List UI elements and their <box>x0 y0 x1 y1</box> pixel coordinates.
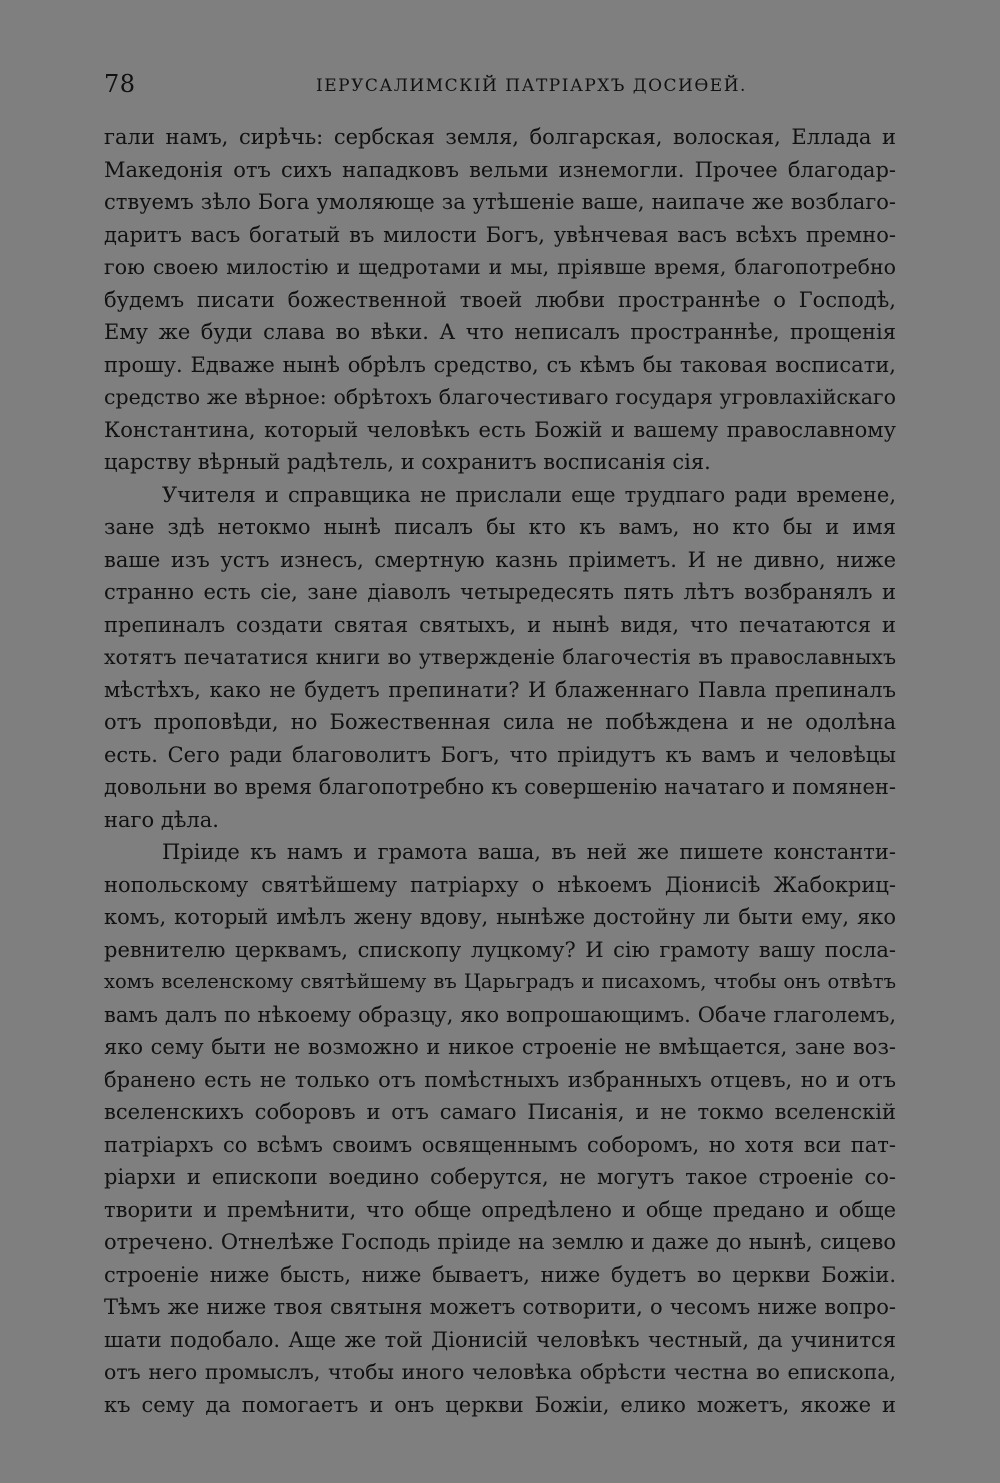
text-line: шати подобало. Аще же той Діонисій человѣкъ честный, да учинится <box>104 1327 896 1352</box>
text-line: ревнителю церквамъ, спископу луцкому? И сію грамоту вашу посла- <box>104 937 896 962</box>
text-line: хомъ вселенскому святѣйшему въ Царьградъ и писахомъ, чтобы онъ отвѣтъ <box>104 970 896 993</box>
text-line: Учителя и справщика не прислали еще трудпаго ради времене, <box>162 482 896 507</box>
text-line: гали намъ, сирѣчь: сербская земля, болгарская, волоская, Еллада и <box>104 125 896 149</box>
text-line: вамъ далъ по нѣкоему образцу, яко вопрошающимъ. Обаче глаголемъ, <box>104 1002 896 1027</box>
text-line: ствуемъ зѣло Бога умоляюще за утѣшеніе ваше, наипаче же возблаго- <box>104 190 896 214</box>
text-line: вселенскихъ соборовъ и отъ самаго Писанія, и не токмо вселенскій <box>104 1100 896 1124</box>
text-line: отречено. Отнелѣже Господь пріиде на землю и даже до нынѣ, сицево <box>104 1230 896 1254</box>
text-line: странно есть сіе, зане діаволъ четыредесять пять лѣтъ возбранялъ и <box>104 580 896 604</box>
text-line: творити и премѣнити, что обще опредѣлено и обще предано и обще <box>104 1197 896 1222</box>
text-line: Тѣмъ же ниже твоя святыня можетъ сотворити, о чесомъ ниже вопро- <box>104 1295 896 1319</box>
text-line: наго дѣла. <box>104 807 219 832</box>
text-line: есть. Сего ради благоволитъ Богъ, что пріидутъ къ вамъ и человѣцы <box>104 742 896 767</box>
text-line: ваше изъ устъ изнесъ, смертную казнь пріиметъ. И не дивно, ниже <box>104 547 896 572</box>
body-text <box>104 121 896 1421</box>
text-line: отъ проповѣди, но Божественная сила не побѣждена и не одолѣна <box>104 710 896 734</box>
text-line: строеніе ниже бысть, ниже бываетъ, ниже будетъ во церкви Божіи. <box>104 1262 896 1287</box>
text-line: средство же вѣрное: обрѣтохъ благочестиваго государя угровлахійскаго <box>104 385 896 409</box>
text-line: бранено есть не только отъ помѣстныхъ избранныхъ отцевъ, но и отъ <box>104 1067 896 1092</box>
text-line: яко сему быти не возможно и никое строеніе не вмѣщается, зане воз- <box>104 1035 896 1059</box>
text-line: будемъ писати божественной твоей любви пространнѣе о Господѣ, <box>104 287 896 312</box>
text-line: нопольскому святѣйшему патріарху о нѣкоемъ Діонисіѣ Жабокриц- <box>104 872 896 897</box>
text-line: Македонія отъ сихъ нападковъ вельми изнемогли. Прочее благодар- <box>104 157 896 182</box>
text-line: Ему же буди слава во вѣки. А что неписалъ пространнѣе, прощенія <box>104 320 896 344</box>
text-line: комъ, который имѣлъ жену вдову, нынѣже достойну ли быти ему, яко <box>104 905 896 929</box>
text-line: патріархъ со всѣмъ своимъ освященнымъ соборомъ, но хотя вси пат- <box>104 1132 896 1157</box>
text-line: довольни во время благопотребно къ совершенію начатаго и помянен- <box>104 775 896 799</box>
text-line: ріархи и епископи воедино соберутся, не могутъ такое строеніе со- <box>104 1165 896 1189</box>
text-line: даритъ васъ богатый въ милости Богъ, увѣнчевая васъ всѣхъ премно- <box>104 222 896 247</box>
text-line: отъ него промыслъ, чтобы иного человѣка обрѣсти честна во епископа, <box>104 1360 896 1384</box>
text-line: мѣстѣхъ, како не будетъ препинати? И блаженнаго Павла препиналъ <box>104 677 896 702</box>
text-line: зане здѣ нетокмо нынѣ писалъ бы кто къ вамъ, но кто бы и имя <box>104 515 896 539</box>
text-line: Пріиде къ намъ и грамота ваша, въ ней же пишете константи- <box>162 840 896 864</box>
text-line: хотятъ печататися книги во утвержденіе благочестія въ православныхъ <box>104 645 896 669</box>
page-header <box>104 70 896 106</box>
text-line: гою своею милостію и щедротами и мы, пріявше время, благопотребно <box>104 255 896 279</box>
text-line: къ сему да помогаетъ и онъ церкви Божіи, елико можетъ, якоже и <box>104 1392 896 1417</box>
running-title: ІЕРУСАЛИМСКІЙ ПАТРІАРХЪ ДОСИѲЕЙ. <box>316 76 747 96</box>
page-number: 78 <box>104 70 136 98</box>
text-line: препиналъ создати святая святыхъ, и нынѣ видя, что печатаются и <box>104 612 896 637</box>
text-line: Константина, который человѣкъ есть Божій и вашему православному <box>104 417 896 442</box>
text-line: царству вѣрный радѣтель, и сохранитъ восписанія сія. <box>104 450 711 474</box>
text-line: прошу. Едваже нынѣ обрѣлъ средство, съ кѣмъ бы таковая восписати, <box>104 352 896 377</box>
